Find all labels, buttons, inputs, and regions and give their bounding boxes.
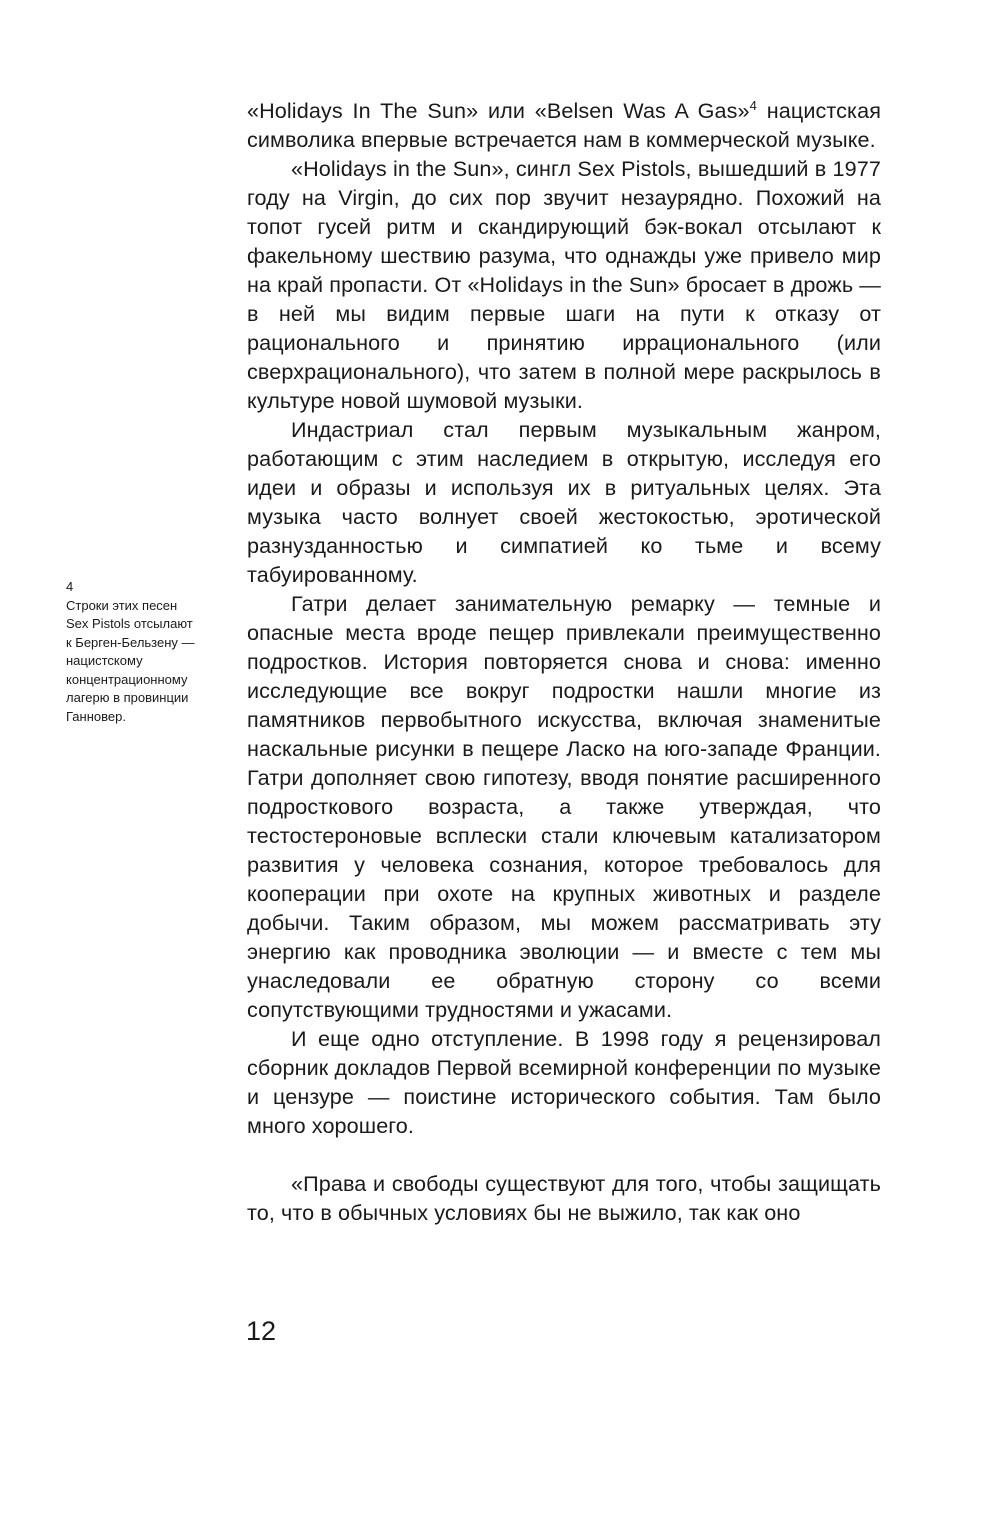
page-number: 12 xyxy=(246,1316,277,1346)
paragraph-3: Индастриал стал первым музыкальным жанром, работающим с этим наследием в открытую, исследуя его идеи и образы и используя их в ритуальных целях. Эта музыка часто волнует своей жестокостью, эротической разнузданностью и симпатией ко тьме и всему табуированному. xyxy=(247,417,881,587)
margin-footnote xyxy=(66,578,202,726)
paragraph-1 xyxy=(247,96,881,154)
paragraph-5: И еще одно отступление. В 1998 году я рецензировал сборник докладов Первой всемирной конференции по музыке и цензуре — поистине исторического события. Там было много хорошего. xyxy=(247,1026,881,1138)
main-text-column xyxy=(247,96,881,1227)
footnote-reference: 4 xyxy=(749,97,757,113)
quote-paragraph: «Права и свободы существуют для того, чтобы защищать то, что в обычных условиях бы не выжило, так как оно xyxy=(247,1171,881,1225)
paragraph-2: «Holidays in the Sun», сингл Sex Pistols, вышедший в 1977 году на Virgin, до сих пор звучит незаурядно. Похожий на топот гусей ритм и скандирующий бэк-вокал отсылают к факельному шествию разума, что однажды уже привело мир на край пропасти. От «Holidays in the Sun» бросает в дрожь — в ней мы видим первые шаги на пути к отказу от рационального и принятию иррационального (или сверхрационального), что затем в полной мере раскрылось в культуре новой шумовой музыки. xyxy=(247,156,881,413)
paragraph-1-before: «Holidays In The Sun» или «Belsen Was A Gas» xyxy=(247,98,750,123)
paragraph-1-after: нацистская символика впервые встречается нам в коммерческой музыке. xyxy=(247,98,881,152)
paragraph-4: Гатри делает занимательную ремарку — темные и опасные места вроде пещер привлекали преимущественно подростков. История повторяется снова и снова: именно исследующие все вокруг подростки нашли многие из памятников первобытного искусства, включая знаменитые наскальные рисунки в пещере Ласко на юго-западе Франции. Гатри дополняет свою гипотезу, вводя понятие расширенного подросткового возраста, а также утверждая, что тестостероновые всплески стали ключевым катализатором развития у человека сознания, которое требовалось для кооперации при охоте на крупных животных и разделе добычи. Таким образом, мы можем рассматривать эту энергию как проводника эволюции — и вместе с тем мы унаследовали ее обратную сторону со всеми сопутствующими трудностями и ужасами. xyxy=(247,591,881,1022)
footnote-number: 4 xyxy=(66,579,74,594)
footnote-text: Строки этих песен Sex Pistols отсылают к Берген-Бельзену — нацистскому концентрационному лагерю в провинции Ганновер. xyxy=(66,597,195,724)
